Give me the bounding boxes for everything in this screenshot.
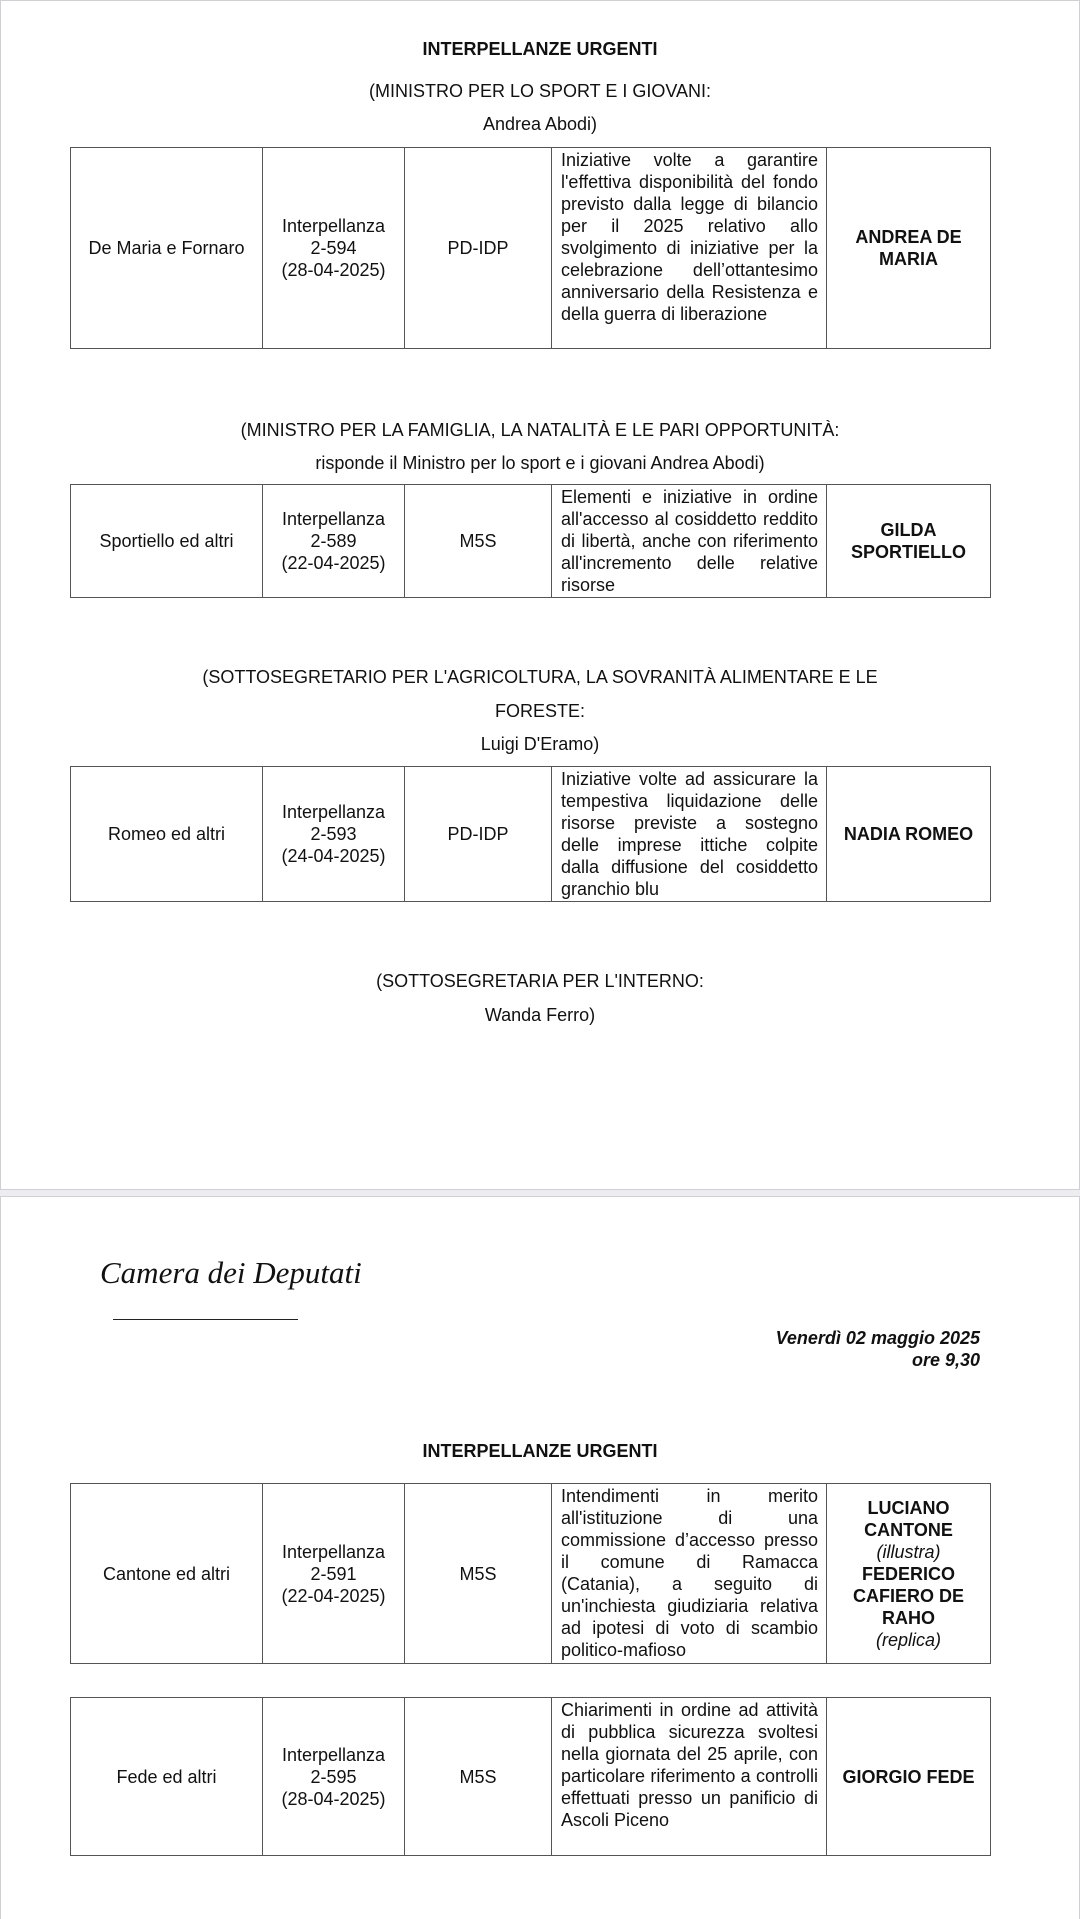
subject-cell: Iniziative volte a garantire l'effettiva disponibilità del fondo previsto dalla legge di bilancio per il 2025 relativo allo svolgimento di iniziative per la celebrazione dell’ottantesimo anniversario della Resistenza e della guerra di liberazione xyxy=(552,148,827,349)
section-minister-sport-line1: (MINISTRO PER LO SPORT E I GIOVANI: xyxy=(368,81,712,101)
speaker-cell xyxy=(827,1484,991,1664)
interpellanza-number: 2-593 xyxy=(310,824,357,844)
interpellanza-date: (24-04-2025) xyxy=(281,846,386,866)
interpellanza-id-cell xyxy=(263,485,405,598)
section-undersecretary-agri-line3: Luigi D'Eramo) xyxy=(480,734,600,754)
interpellanza-number: 2-591 xyxy=(310,1563,357,1584)
group-cell: M5S xyxy=(405,1698,552,1856)
subject-cell: Intendimenti in merito all'istituzione di una commissione d’accesso presso il comune di Ramacca (Catania), a seguito di un'inchiesta giudiziaria relativa ad ipotesi di voto di scambio politico-mafioso xyxy=(552,1484,827,1664)
speaker-name-2: FEDERICO CAFIERO DE RAHO xyxy=(852,1563,964,1628)
subject-cell: Iniziative volte ad assicurare la tempestiva liquidazione delle risorse previste a sostegno delle imprese ittiche colpite dalla diffusione del cosiddetto granchio blu xyxy=(552,767,827,902)
group-cell: M5S xyxy=(405,485,552,598)
interpellanza-date: (28-04-2025) xyxy=(281,260,386,280)
title-underline xyxy=(113,1319,298,1320)
interpellanza-table-row4 xyxy=(70,1483,991,1664)
speaker-role-2: (replica) xyxy=(875,1629,941,1650)
section-minister-family-line1: (MINISTRO PER LA FAMIGLIA, LA NATALITÀ E LE PARI OPPORTUNITÀ: xyxy=(240,420,840,440)
interpellanza-type: Interpellanza xyxy=(281,1744,386,1765)
section-undersecretary-agri-line2: FORESTE: xyxy=(494,701,585,721)
interpellanza-table-row2 xyxy=(70,484,991,598)
section-undersecretary-agri-line1: (SOTTOSEGRETARIO PER L'AGRICOLTURA, LA SOVRANITÀ ALIMENTARE E LE xyxy=(202,667,878,687)
group-cell: PD-IDP xyxy=(405,148,552,349)
interpellanza-date: (22-04-2025) xyxy=(281,553,386,573)
presenter-cell: Romeo ed altri xyxy=(71,767,263,902)
presenter-cell: De Maria e Fornaro xyxy=(71,148,263,349)
interpellanza-id-cell xyxy=(263,767,405,902)
interpellanza-id-cell xyxy=(263,148,405,349)
interpellanza-type: Interpellanza xyxy=(281,216,386,236)
interpellanza-date: (28-04-2025) xyxy=(281,1788,386,1809)
heading-interpellanze-urgenti-2: INTERPELLANZE URGENTI xyxy=(422,1441,658,1461)
interpellanza-number: 2-595 xyxy=(310,1766,357,1787)
group-cell: PD-IDP xyxy=(405,767,552,902)
session-time: ore 9,30 xyxy=(911,1350,980,1370)
interpellanza-number: 2-589 xyxy=(310,531,357,551)
session-date-block xyxy=(776,1327,980,1371)
presenter-cell: Cantone ed altri xyxy=(71,1484,263,1664)
interpellanza-type: Interpellanza xyxy=(281,1541,386,1562)
interpellanza-table-row5 xyxy=(70,1697,991,1856)
presenter-cell: Sportiello ed altri xyxy=(71,485,263,598)
speaker-cell: ANDREA DE MARIA xyxy=(827,148,991,349)
speaker-name-1: LUCIANO CANTONE xyxy=(864,1497,953,1540)
section-undersecretary-interior-line1: (SOTTOSEGRETARIA PER L'INTERNO: xyxy=(376,971,704,991)
subject-cell: Chiarimenti in ordine ad attività di pubblica sicurezza svoltesi nella giornata del 25 aprile, con particolare riferimento a controlli effettuati presso un panificio di Ascoli Piceno xyxy=(552,1698,827,1856)
section-minister-sport-line2: Andrea Abodi) xyxy=(482,114,598,134)
presenter-cell: Fede ed altri xyxy=(71,1698,263,1856)
interpellanza-date: (22-04-2025) xyxy=(281,1585,386,1606)
interpellanza-id-cell xyxy=(263,1484,405,1664)
interpellanza-type: Interpellanza xyxy=(281,509,386,529)
interpellanza-table-row3 xyxy=(70,766,991,902)
speaker-role-1: (illustra) xyxy=(876,1541,941,1562)
speaker-cell: GIORGIO FEDE xyxy=(827,1698,991,1856)
institution-title: Camera dei Deputati xyxy=(100,1255,362,1290)
heading-interpellanze-urgenti: INTERPELLANZE URGENTI xyxy=(422,39,658,59)
interpellanza-table-row1 xyxy=(70,147,991,349)
interpellanza-number: 2-594 xyxy=(310,238,357,258)
section-undersecretary-interior-line2: Wanda Ferro) xyxy=(484,1005,596,1025)
section-minister-family-line2: risponde il Ministro per lo sport e i giovani Andrea Abodi) xyxy=(315,453,765,473)
subject-cell: Elementi e iniziative in ordine all'accesso al cosiddetto reddito di libertà, anche con riferimento all'incremento delle relative risorse xyxy=(552,485,827,598)
speaker-cell: GILDA SPORTIELLO xyxy=(827,485,991,598)
interpellanza-id-cell xyxy=(263,1698,405,1856)
speaker-cell: NADIA ROMEO xyxy=(827,767,991,902)
interpellanza-type: Interpellanza xyxy=(281,802,386,822)
group-cell: M5S xyxy=(405,1484,552,1664)
session-date: Venerdì 02 maggio 2025 xyxy=(775,1328,980,1348)
